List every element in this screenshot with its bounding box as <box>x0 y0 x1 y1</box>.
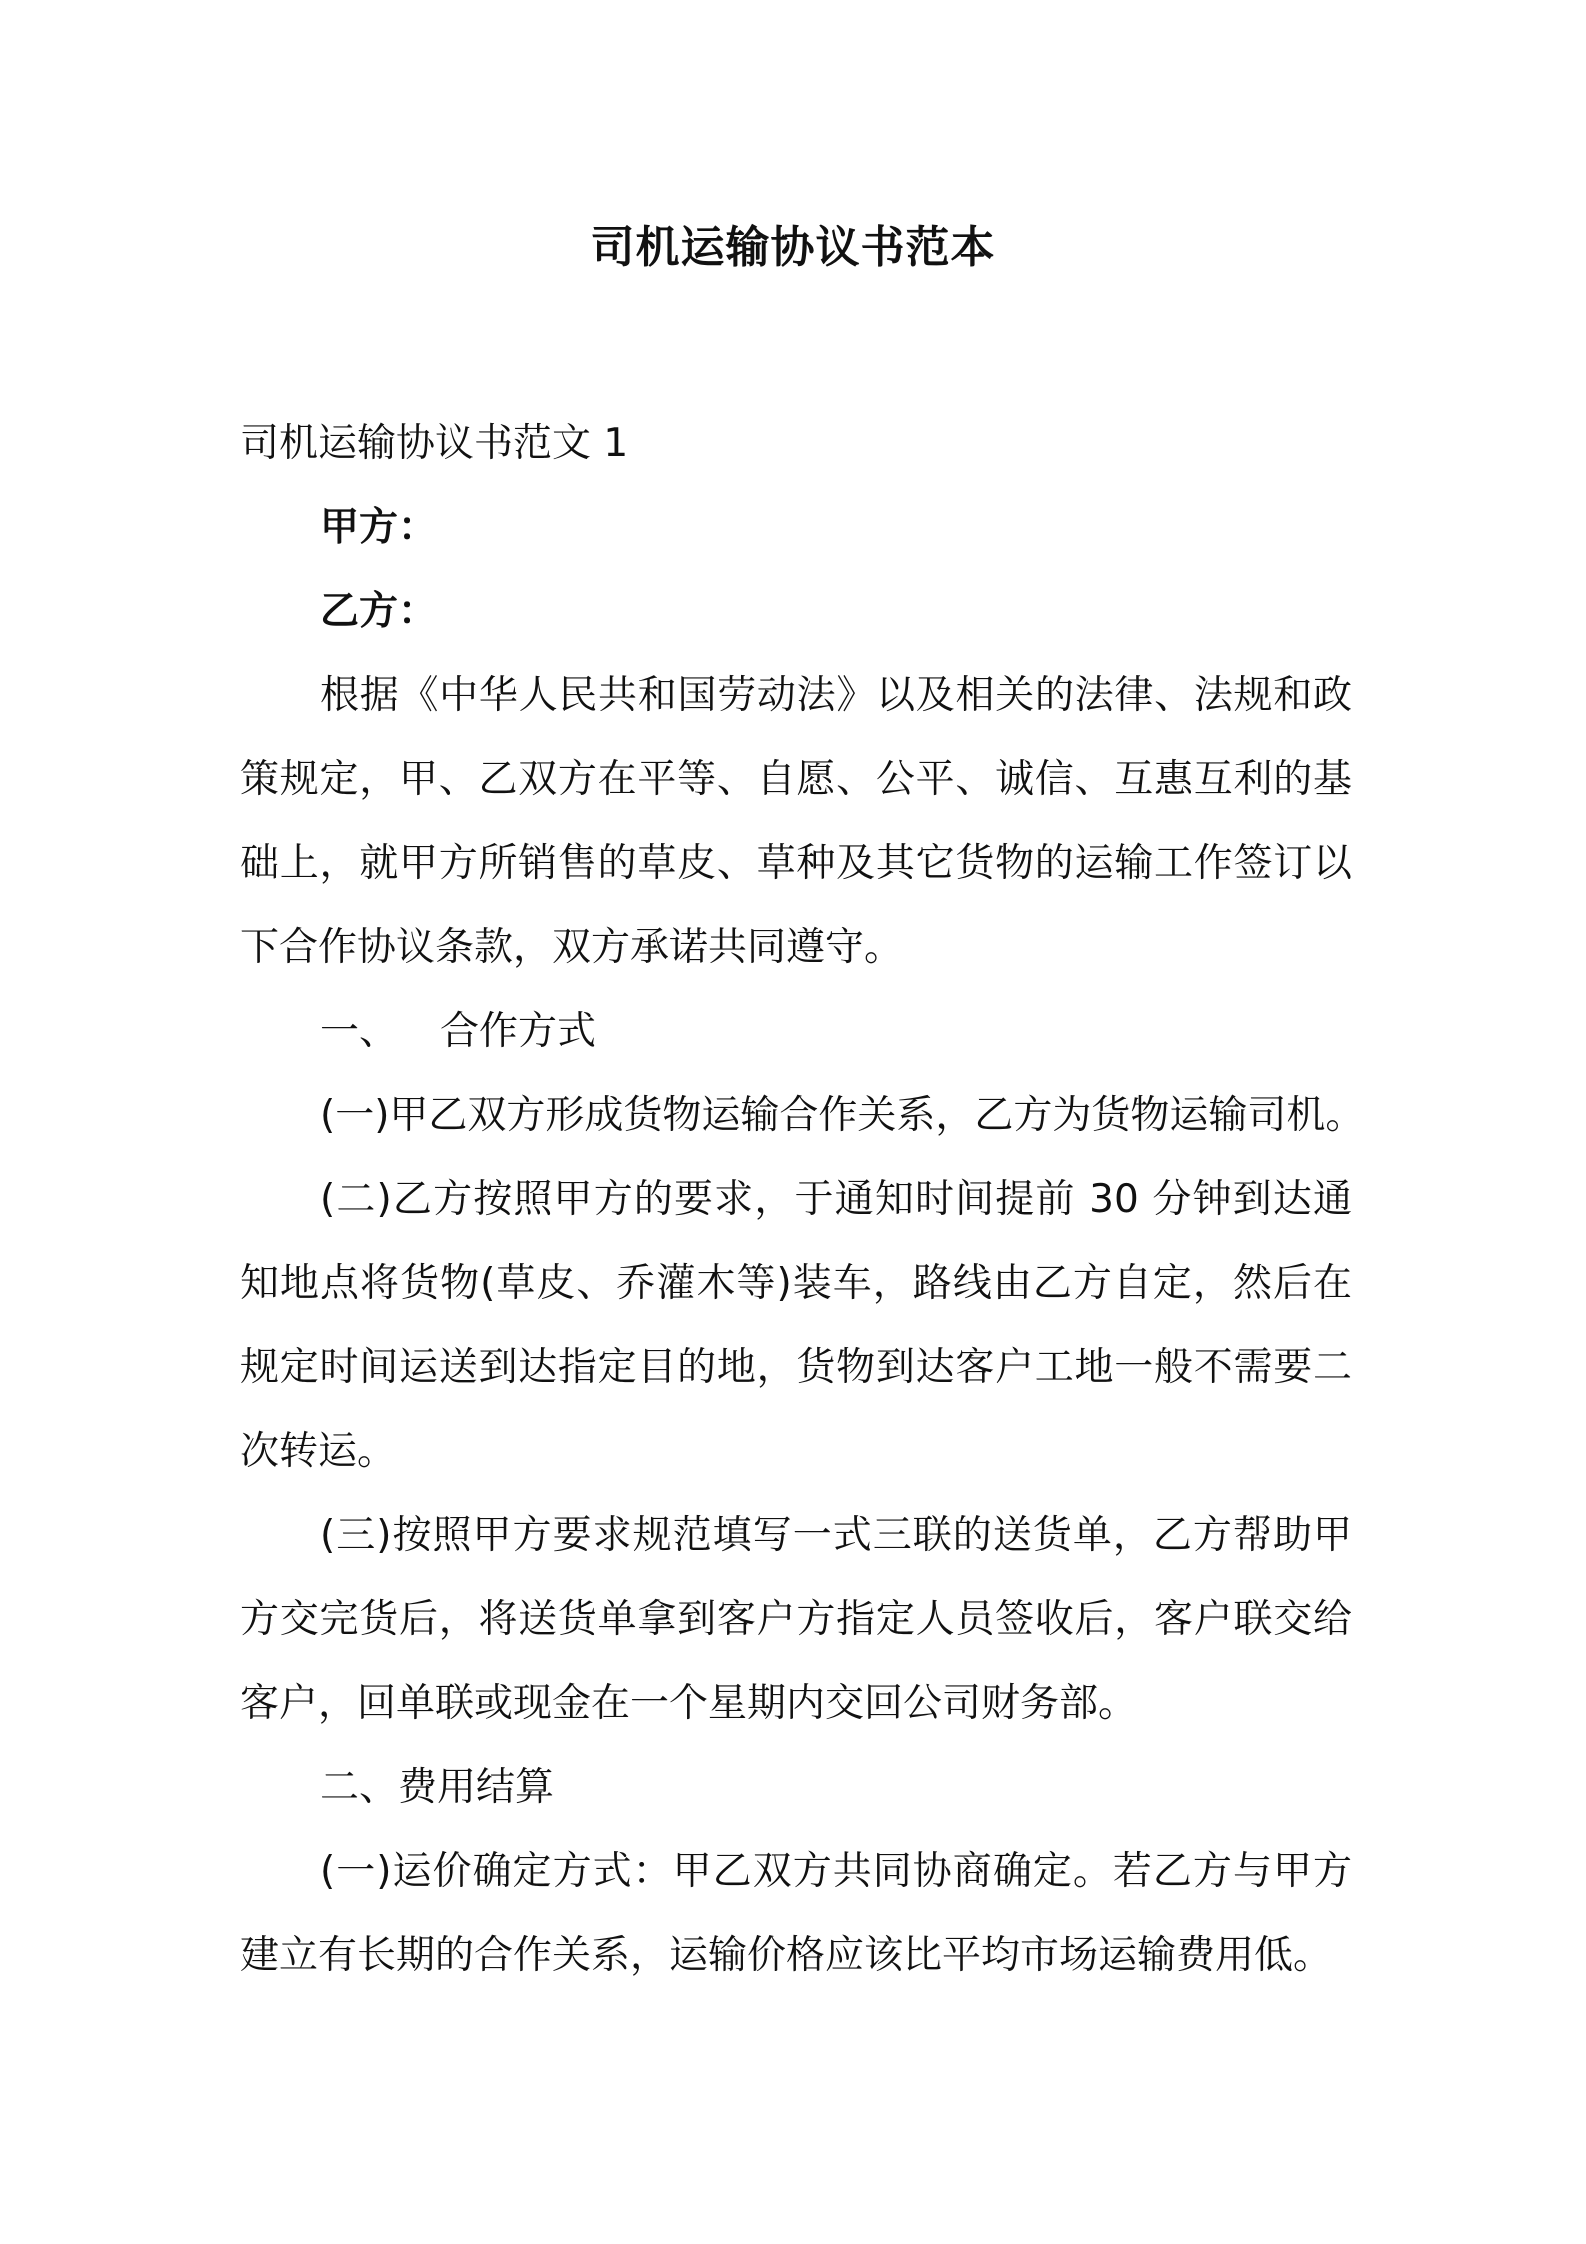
section-1-item-3-line-2: 方交完货后，将送货单拿到客户方指定人员签收后，客户联交给 <box>240 1597 1352 1642</box>
intro-line-3: 础上，就甲方所销售的草皮、草种及其它货物的运输工作签订以 <box>240 841 1352 886</box>
section-1-item-2-line-2: 知地点将货物(草皮、乔灌木等)装车，路线由乙方自定，然后在 <box>240 1261 1352 1306</box>
document-body <box>240 402 1365 1998</box>
section-1-item-1: (一)甲乙双方形成货物运输合作关系，乙方为货物运输司机。 <box>320 1093 1365 1138</box>
section-1-number: 一、 <box>320 1009 399 1054</box>
section-1-item-3-line-3: 客户，回单联或现金在一个星期内交回公司财务部。 <box>240 1681 1138 1726</box>
section-1-heading <box>240 990 1352 1074</box>
document-subtitle: 司机运输协议书范文 1 <box>240 421 629 466</box>
section-1-title: 合作方式 <box>440 1009 597 1054</box>
document-title: 司机运输协议书范本 <box>590 222 996 273</box>
section-1-item-3-line-1: (三)按照甲方要求规范填写一式三联的送货单，乙方帮助甲 <box>320 1513 1352 1558</box>
section-2-item-1-line-2: 建立有长期的合作关系，运输价格应该比平均市场运输费用低。 <box>240 1933 1333 1978</box>
section-1-item-2-line-1: (二)乙方按照甲方的要求，于通知时间提前 30 分钟到达通 <box>320 1177 1352 1222</box>
intro-line-4: 下合作协议条款，双方承诺共同遵守。 <box>240 925 904 970</box>
intro-line-1: 根据《中华人民共和国劳动法》以及相关的法律、法规和政 <box>320 673 1352 718</box>
section-2-item-1-line-1: (一)运价确定方式：甲乙双方共同协商确定。若乙方与甲方 <box>320 1849 1352 1894</box>
intro-line-2: 策规定，甲、乙双方在平等、自愿、公平、诚信、互惠互利的基 <box>240 757 1352 802</box>
party-b-label: 乙方： <box>320 589 438 634</box>
party-a-label: 甲方： <box>320 505 438 550</box>
section-1-item-2-line-3: 规定时间运送到达指定目的地，货物到达客户工地一般不需要二 <box>240 1345 1352 1390</box>
section-2-heading: 二、费用结算 <box>320 1765 555 1810</box>
section-1-item-2-line-4: 次转运。 <box>240 1429 397 1474</box>
